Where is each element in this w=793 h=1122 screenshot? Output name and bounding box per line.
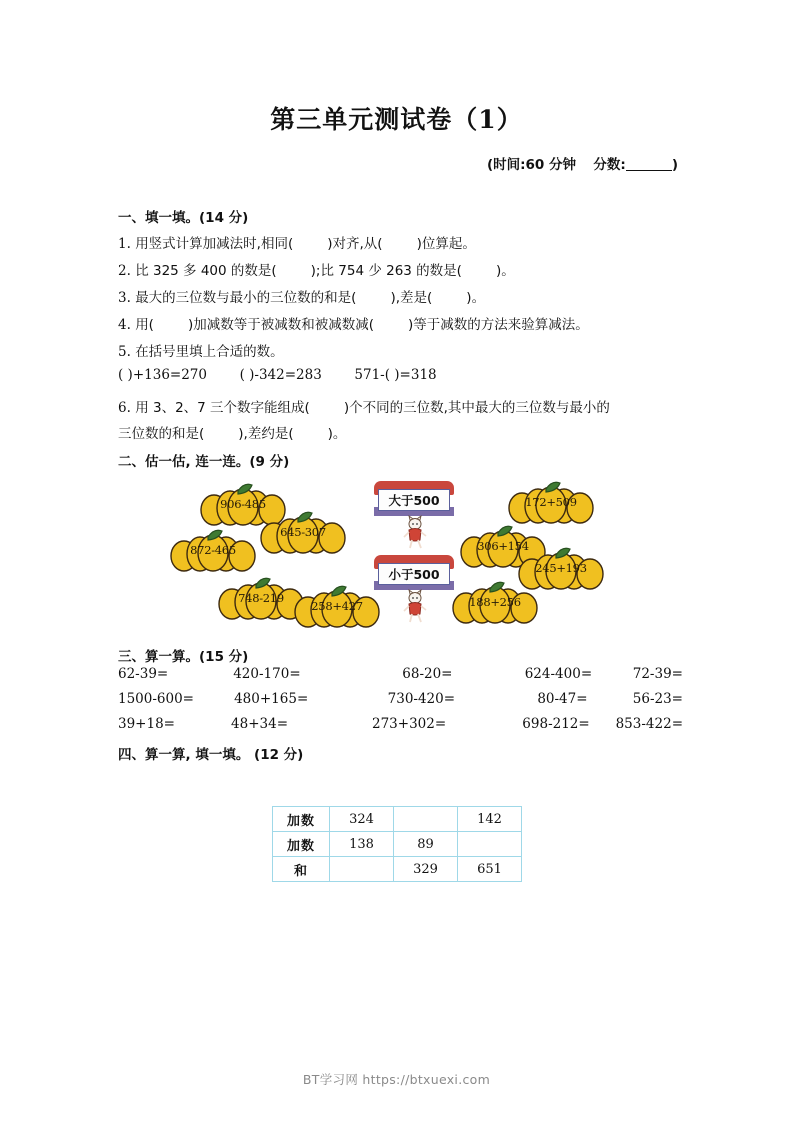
calc-item[interactable]: 730-420= — [387, 691, 456, 707]
question-3-text-c: )。 — [466, 290, 486, 306]
pumpkin-left-3[interactable] — [260, 507, 346, 555]
table-cell[interactable] — [458, 832, 522, 857]
question-2-text-a: 比 325 多 400 的数是( — [135, 263, 277, 279]
table-cell[interactable]: 329 — [394, 857, 458, 882]
addend-sum-table — [272, 806, 522, 882]
calc-row — [118, 666, 683, 691]
calc-item[interactable]: 39+18= — [118, 716, 175, 732]
calc-row — [118, 691, 683, 716]
page-title: 第三单元测试卷（1） — [270, 105, 523, 134]
pumpkin-right-1[interactable] — [508, 477, 594, 525]
pumpkin-right-4-label: 188+256 — [469, 595, 521, 610]
table-cell[interactable]: 651 — [458, 857, 522, 882]
question-2-text-b: );比 754 少 263 的数是( — [310, 263, 462, 279]
pumpkin-left-2-label: 872-465 — [190, 543, 236, 558]
calc-item[interactable]: 68-20= — [402, 666, 453, 682]
question-5-equation-1[interactable]: ( )+136=270 — [118, 367, 207, 383]
cat-icon — [400, 589, 430, 623]
table-cell[interactable]: 89 — [394, 832, 458, 857]
calc-item[interactable]: 62-39= — [118, 666, 169, 682]
question-6-line1 — [118, 396, 610, 416]
calc-item[interactable]: 273+302= — [371, 716, 447, 732]
calc-item[interactable]: 72-39= — [632, 666, 683, 682]
pumpkin-right-2-label: 306+154 — [477, 539, 529, 554]
calculation-grid — [118, 666, 683, 741]
question-3 — [118, 286, 485, 306]
question-3-text-b: ),差是( — [390, 290, 433, 306]
pumpkin-left-5-label: 258+427 — [311, 599, 363, 614]
row-label: 加数 — [273, 807, 330, 832]
question-1-number: 1. — [118, 236, 131, 252]
calc-item[interactable]: 1500-600= — [118, 691, 194, 707]
pumpkin-left-1-label: 906-485 — [220, 497, 266, 512]
calc-item[interactable]: 698-212= — [522, 716, 590, 732]
calc-item[interactable]: 48+34= — [231, 716, 289, 732]
exam-info — [487, 153, 678, 173]
question-4-text-a: 用( — [135, 317, 154, 333]
pumpkin-left-5[interactable] — [294, 581, 380, 629]
question-3-text-a: 最大的三位数与最小的三位数的和是( — [135, 290, 357, 306]
question-1 — [118, 232, 476, 252]
sign-greater-label: 大于500 — [378, 489, 450, 511]
sign-greater-than-500[interactable] — [372, 479, 456, 551]
pumpkin-right-1-label: 172+509 — [525, 495, 577, 510]
question-1-text-c: )位算起。 — [416, 236, 476, 252]
question-5-equations — [118, 367, 437, 383]
row-label: 和 — [273, 857, 330, 882]
exam-info-suffix: ) — [671, 157, 678, 173]
question-2-number: 2. — [118, 263, 131, 279]
exam-time-label: (时间:60 分钟 — [486, 157, 577, 173]
pumpkin-left-3-label: 645-307 — [280, 525, 326, 540]
question-2 — [118, 259, 515, 279]
question-6-text-a: 用 3、2、7 三个数字能组成( — [135, 400, 310, 416]
table-cell[interactable]: 138 — [330, 832, 394, 857]
question-3-number: 3. — [118, 290, 131, 306]
question-4-text-b: )加减数等于被减数和被减数减( — [187, 317, 375, 333]
table-row — [273, 807, 522, 832]
table-row — [273, 832, 522, 857]
footer-watermark: BT学习网 https://btxuexi.com — [302, 1072, 491, 1087]
question-4-number: 4. — [118, 317, 131, 333]
question-6-text-e: )。 — [327, 426, 347, 442]
table-cell[interactable] — [330, 857, 394, 882]
question-5-equation-2[interactable]: ( )-342=283 — [239, 367, 322, 383]
question-2-text-c: )。 — [495, 263, 515, 279]
calc-row — [118, 716, 683, 741]
section4-heading: 四、算一算, 填一填。 (12 分) — [118, 747, 304, 763]
question-4-text-c: )等于减数的方法来验算减法。 — [408, 317, 589, 333]
question-6-line2 — [118, 422, 346, 442]
question-1-text-b: )对齐,从( — [327, 236, 383, 252]
calc-item[interactable]: 480+165= — [234, 691, 309, 707]
calc-item[interactable]: 853-422= — [615, 716, 684, 732]
calc-item[interactable]: 80-47= — [537, 691, 588, 707]
calc-item[interactable]: 624-400= — [524, 666, 593, 682]
question-5 — [118, 340, 284, 360]
score-blank[interactable] — [626, 170, 672, 171]
question-5-number: 5. — [118, 344, 131, 360]
table-cell[interactable]: 142 — [458, 807, 522, 832]
sign-less-label: 小于500 — [378, 563, 450, 585]
question-6-text-b: )个不同的三位数,其中最大的三位数与最小的 — [343, 400, 610, 416]
row-label: 加数 — [273, 832, 330, 857]
pumpkin-right-3-label: 245+193 — [535, 561, 587, 576]
pumpkin-right-4[interactable] — [452, 577, 538, 625]
calc-item[interactable]: 56-23= — [632, 691, 683, 707]
section2-heading: 二、估一估, 连一连。(9 分) — [118, 454, 290, 470]
table-cell[interactable] — [394, 807, 458, 832]
question-4 — [118, 313, 589, 333]
pumpkin-left-2[interactable] — [170, 525, 256, 573]
question-5-equation-3[interactable]: 571-( )=318 — [354, 367, 437, 383]
table-row — [273, 857, 522, 882]
question-1-text-a: 用竖式计算加减法时,相同( — [135, 236, 294, 252]
cat-icon — [400, 515, 430, 549]
calc-item[interactable]: 420-170= — [233, 666, 301, 682]
estimate-match-illustration — [170, 477, 600, 632]
table-cell[interactable]: 324 — [330, 807, 394, 832]
question-6-text-d: ),差约是( — [238, 426, 294, 442]
pumpkin-left-4[interactable] — [218, 573, 304, 621]
score-label: 分数: — [593, 157, 626, 173]
section1-heading: 一、填一填。(14 分) — [118, 210, 249, 226]
question-5-text: 在括号里填上合适的数。 — [135, 344, 284, 360]
question-6-number: 6. — [118, 400, 131, 416]
sign-less-than-500[interactable] — [372, 553, 456, 625]
pumpkin-left-4-label: 748-219 — [238, 591, 284, 606]
section3-heading: 三、算一算。(15 分) — [118, 649, 249, 665]
question-6-text-c: 三位数的和是( — [118, 426, 205, 442]
